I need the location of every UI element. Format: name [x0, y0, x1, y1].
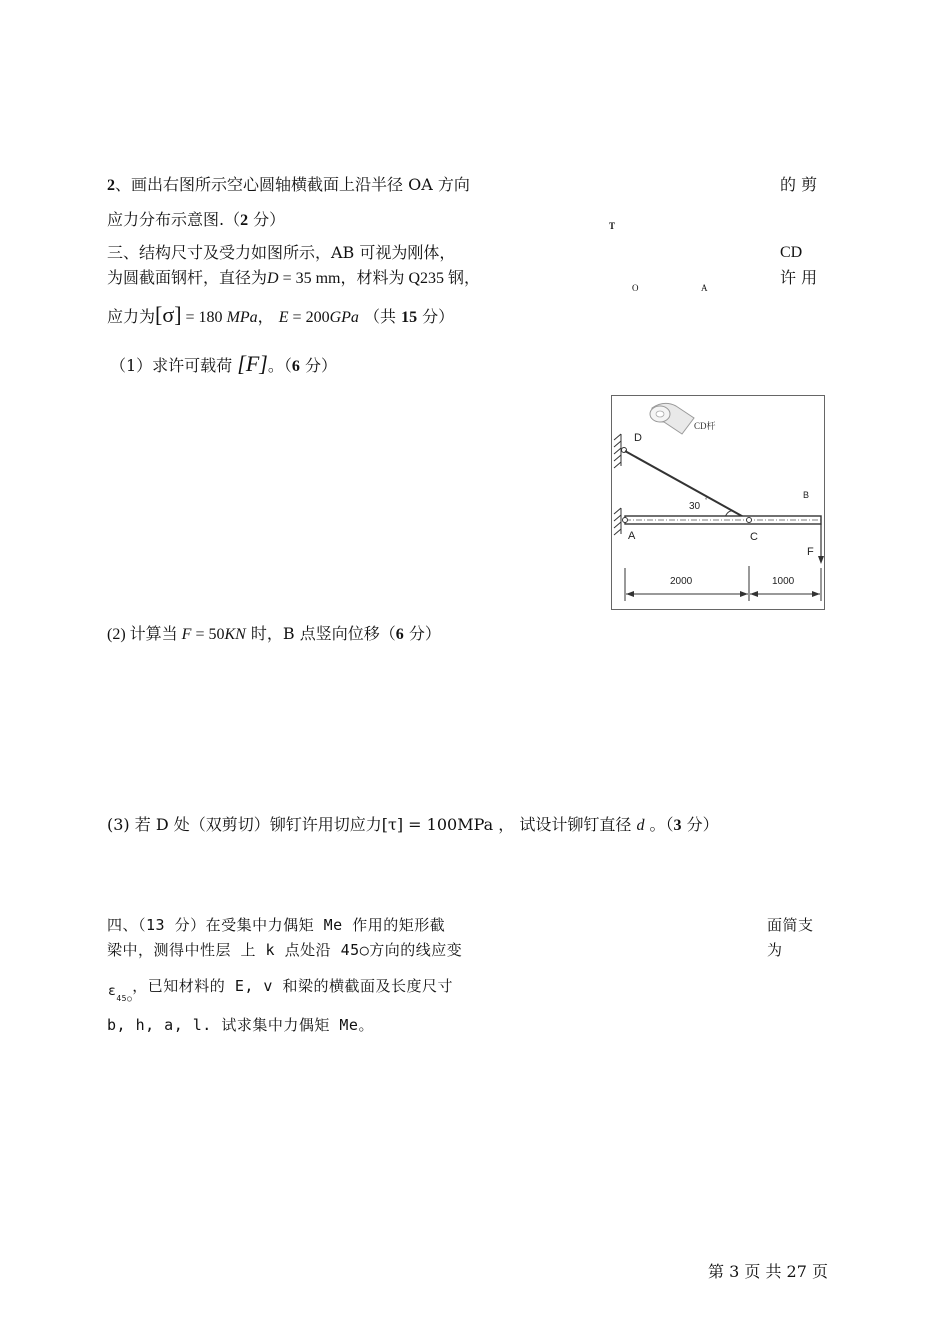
rod-CD [625, 451, 749, 520]
dim-arrow-1 [626, 591, 634, 597]
q3-line3-f: 分） [417, 307, 455, 326]
q3-sub2-kn: KN [224, 626, 246, 643]
q3-sub1-F: [F] [237, 351, 268, 376]
q2-text: 、画出右图所示空心圆轴横截面上沿半径 OA 方向 [115, 175, 470, 194]
dim-arrow-3 [750, 591, 758, 597]
q2-line2-text: 应力分布示意图.（ [107, 210, 241, 229]
label-F: F [807, 546, 814, 558]
q3-line1: 三、结构尺寸及受力如图所示，AB 可视为刚体， [107, 243, 456, 262]
q4-line2: 梁中，测得中性层 上 k 点处沿 45○方向的线应变 [107, 941, 463, 959]
q3-var-E: E [278, 309, 289, 326]
q3-sub2 [107, 624, 441, 645]
q3-unit-mpa: MPa [226, 309, 258, 326]
q3-sub1-b: 。（ [267, 356, 292, 375]
q3-line3 [107, 302, 454, 331]
q3-sub2-F: F [181, 626, 192, 643]
q3-line3-a: 应力为 [107, 307, 156, 326]
q4-line2-right: 为 [767, 941, 783, 959]
q2-line1-right: 的 剪 [780, 175, 818, 194]
q3-line3-c: ， [257, 307, 279, 326]
q2-score: 2 [240, 212, 249, 229]
cd-rod-sketch [650, 403, 694, 434]
q3-line2-right: 许 用 [780, 268, 818, 287]
q3-sub2-c: 时，B 点竖向位移（ [245, 624, 396, 643]
q3-sub2-b: = 50 [191, 626, 225, 643]
q3-sub3 [107, 815, 719, 836]
q3-sigma: [σ] [155, 302, 182, 327]
q2-line2 [107, 210, 285, 231]
q3-line1-right: CD [780, 244, 803, 261]
q2-line1 [107, 175, 470, 196]
q3-sub3-score: 3 [673, 817, 682, 834]
q2-number: 2 [107, 177, 115, 194]
q2-label-T: T [609, 221, 616, 231]
dim-1000: 1000 [772, 576, 795, 587]
q4-epsilon-sub: 45○ [116, 994, 133, 1003]
q2-line2-tail: 分） [248, 210, 286, 229]
wall-support-D [614, 434, 621, 468]
label-A: A [628, 530, 636, 542]
label-angle: 30 [689, 501, 701, 512]
dim-2000: 2000 [670, 576, 693, 587]
label-cd-rod: CD杆 [694, 421, 716, 431]
dim-arrow-2 [740, 591, 748, 597]
q3-sub2-d: 分） [403, 624, 441, 643]
pin-C [747, 518, 752, 523]
page-footer: 第 3 页 共 27 页 [708, 1262, 828, 1281]
q4-line1: 四、（13 分）在受集中力偶矩 Me 作用的矩形截 [107, 916, 446, 934]
q3-sub3-b: 。（ [644, 815, 674, 834]
pin-A [623, 518, 628, 523]
q3-line3-e: （共 [358, 307, 402, 326]
q3-sub1-a: （1）求许可载荷 [110, 356, 238, 375]
label-B: B [803, 490, 810, 500]
q3-line3-b: = 180 [181, 309, 227, 326]
label-C: C [750, 531, 758, 543]
q4-epsilon: ε [108, 984, 117, 999]
q3-sub1 [110, 351, 337, 380]
q2-label-A: A [701, 283, 708, 293]
q3-sub2-score: 6 [395, 626, 404, 643]
q4-line3-text: ，已知材料的 E, v 和梁的横截面及长度尺寸 [132, 977, 453, 995]
q3-unit-gpa: GPa [329, 309, 359, 326]
degree-mark: ° [705, 498, 708, 504]
q4-line4: b, h, a, l. 试求集中力偶矩 Me。 [107, 1016, 374, 1034]
force-F-head [818, 556, 824, 564]
dim-arrow-4 [812, 591, 820, 597]
q3-sub3-d: d [636, 817, 645, 834]
q4-line3 [108, 976, 453, 1003]
q3-var-D: D [267, 270, 279, 287]
q3-sub1-c: 分） [299, 356, 337, 375]
q3-line2-a: 为圆截面钢杆，直径为 [107, 268, 268, 287]
wall-support-A [614, 508, 621, 535]
q3-sub3-c: 分） [681, 815, 719, 834]
q3-score: 15 [401, 309, 418, 326]
structure-figure [611, 395, 825, 610]
q3-sub3-a: (3) 若 D 处（双剪切）铆钉许用切应力[τ] = 100MPa ， 试设计铆钉直径 [107, 815, 637, 834]
q3-sub2-a: (2) 计算当 [107, 626, 182, 643]
q3-line3-d: = 200 [288, 309, 330, 326]
q2-label-O: O [632, 283, 639, 293]
structure-diagram [612, 396, 824, 609]
q4-line1-right: 面简支 [767, 916, 814, 934]
q3-sub1-score: 6 [291, 358, 300, 375]
q3-line2-b: = 35 mm，材料为 Q235 钢， [278, 270, 481, 287]
q3-line2 [107, 268, 480, 289]
label-D: D [634, 432, 642, 444]
